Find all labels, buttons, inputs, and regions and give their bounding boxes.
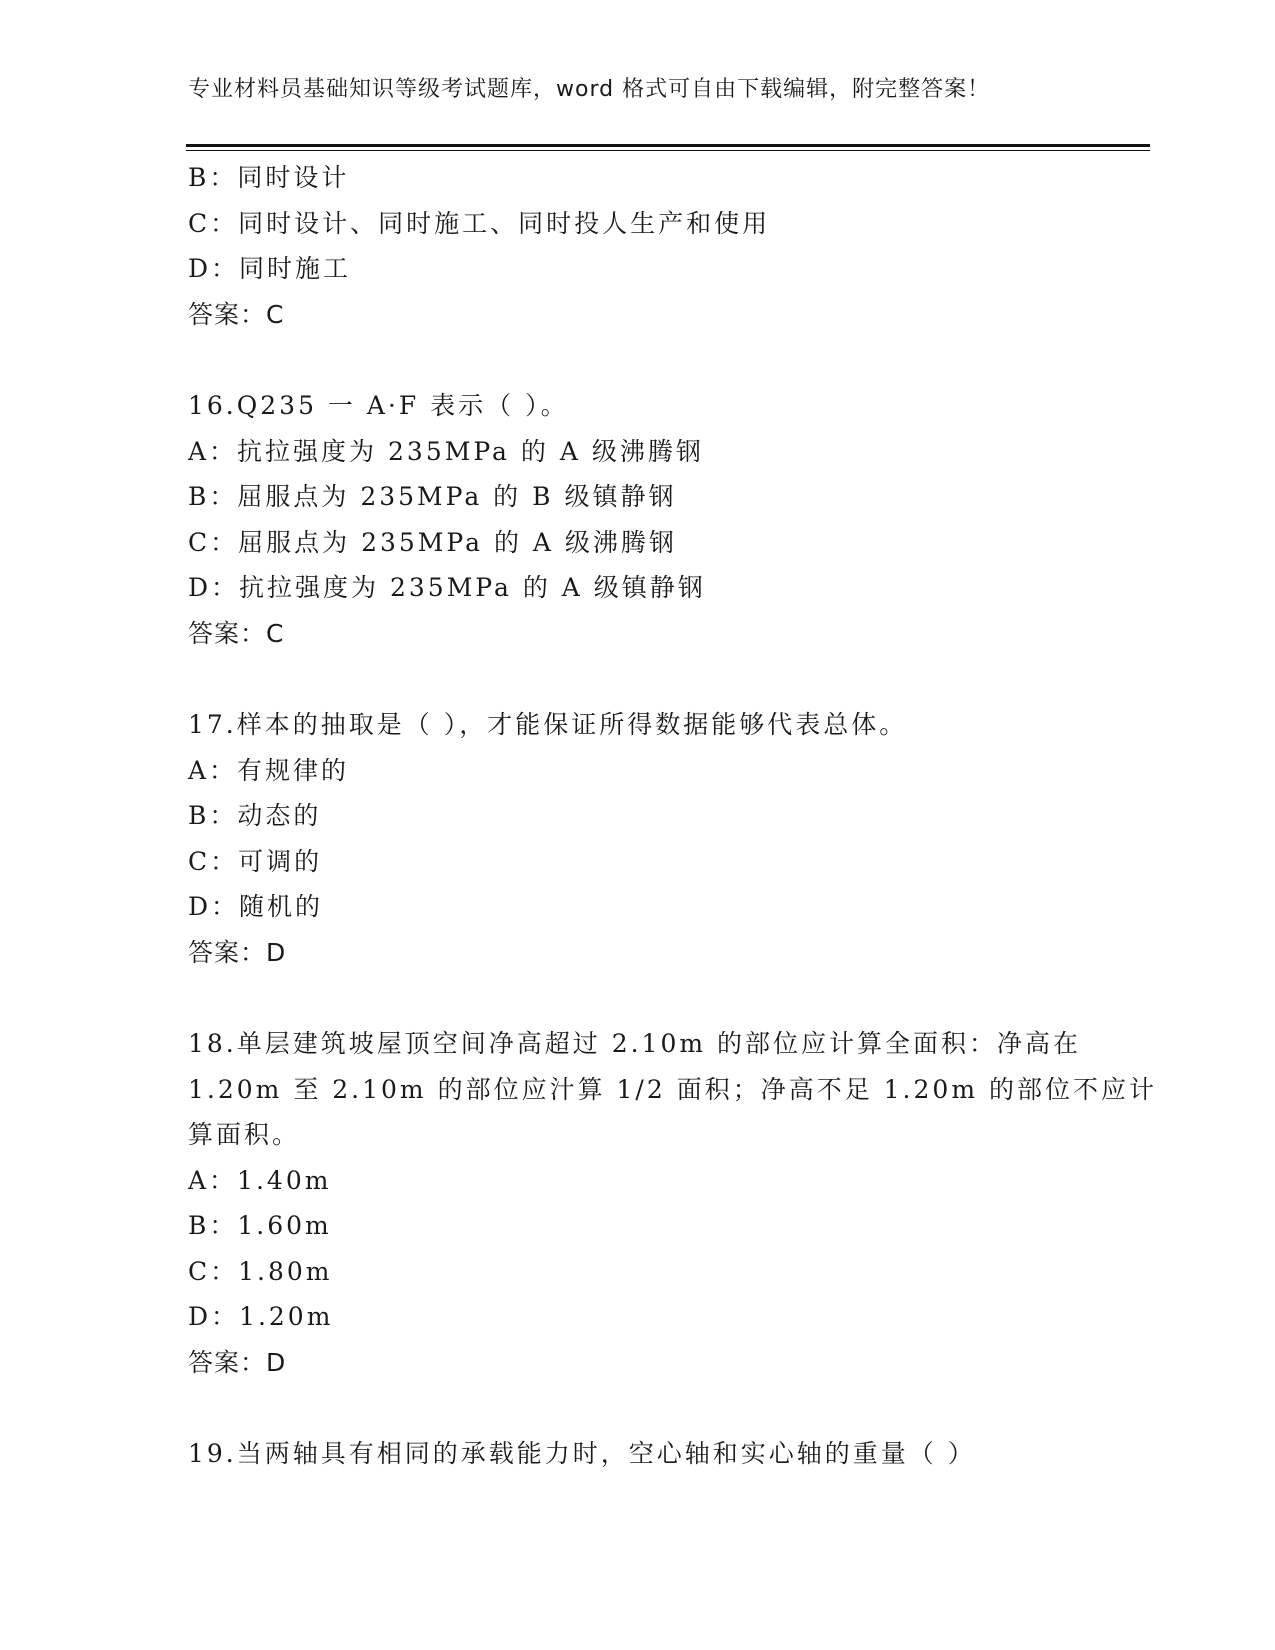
option-c: C：屈服点为 235MPa 的 A 级沸腾钢 [188, 527, 677, 557]
option-c: C：同时设计、同时施工、同时投人生产和使用 [188, 208, 771, 238]
spacer [188, 1385, 1088, 1431]
option-b: B：屈服点为 235MPa 的 B 级镇静钢 [188, 482, 677, 511]
option-d: D：同时施工 [188, 254, 352, 283]
option-b: B：1.60m [188, 1211, 332, 1240]
option-d: D：随机的 [188, 892, 324, 921]
option-b: B：动态的 [188, 801, 322, 830]
option-c: C：可调的 [188, 846, 323, 876]
question-stem: 16.Q235 一 A·F 表示（ ）。 [188, 391, 569, 420]
question-15 [188, 155, 1088, 337]
spacer [188, 975, 1088, 1021]
answer: 答案：C [188, 618, 285, 648]
question-list [188, 155, 1157, 1477]
question-stem [188, 1021, 1157, 1158]
option-c: C：1.80m [188, 1256, 333, 1286]
page-header: 专业材料员基础知识等级考试题库，word 格式可自由下载编辑，附完整答案！ [188, 77, 991, 102]
question-stem: 17.样本的抽取是（ ），才能保证所得数据能够代表总体。 [188, 710, 908, 739]
question-stem: 19.当两轴具有相同的承载能力时，空心轴和实心轴的重量（ ） [188, 1439, 976, 1468]
option-a: A：有规律的 [188, 755, 350, 785]
question-16 [188, 383, 1088, 656]
option-a: A：抗拉强度为 235MPa 的 A 级沸腾钢 [188, 436, 704, 466]
option-d: D：1.20m [188, 1302, 334, 1331]
option-b: B：同时设计 [188, 163, 350, 192]
answer: 答案：C [188, 299, 285, 329]
spacer [188, 337, 1088, 383]
question-stem-line: 算面积。 [188, 1120, 301, 1149]
option-a: A：1.40m [188, 1165, 332, 1195]
question-18 [188, 1021, 1157, 1385]
header-divider-thin [186, 150, 1150, 151]
answer: 答案：D [188, 1347, 287, 1377]
question-stem-line: 18.单层建筑坡屋顶空间净高超过 2.10m 的部位应计算全面积：净高在 [188, 1029, 1082, 1058]
question-stem-line: 1.20m 至 2.10m 的部位应汁算 1/2 面积；净高不足 1.20m 的部位不应计 [188, 1074, 1157, 1104]
answer: 答案：D [188, 937, 287, 967]
question-17 [188, 702, 1088, 975]
spacer [188, 656, 1088, 702]
header-divider-thick [186, 144, 1150, 147]
option-d: D：抗拉强度为 235MPa 的 A 级镇静钢 [188, 573, 706, 602]
question-19 [188, 1431, 1088, 1477]
